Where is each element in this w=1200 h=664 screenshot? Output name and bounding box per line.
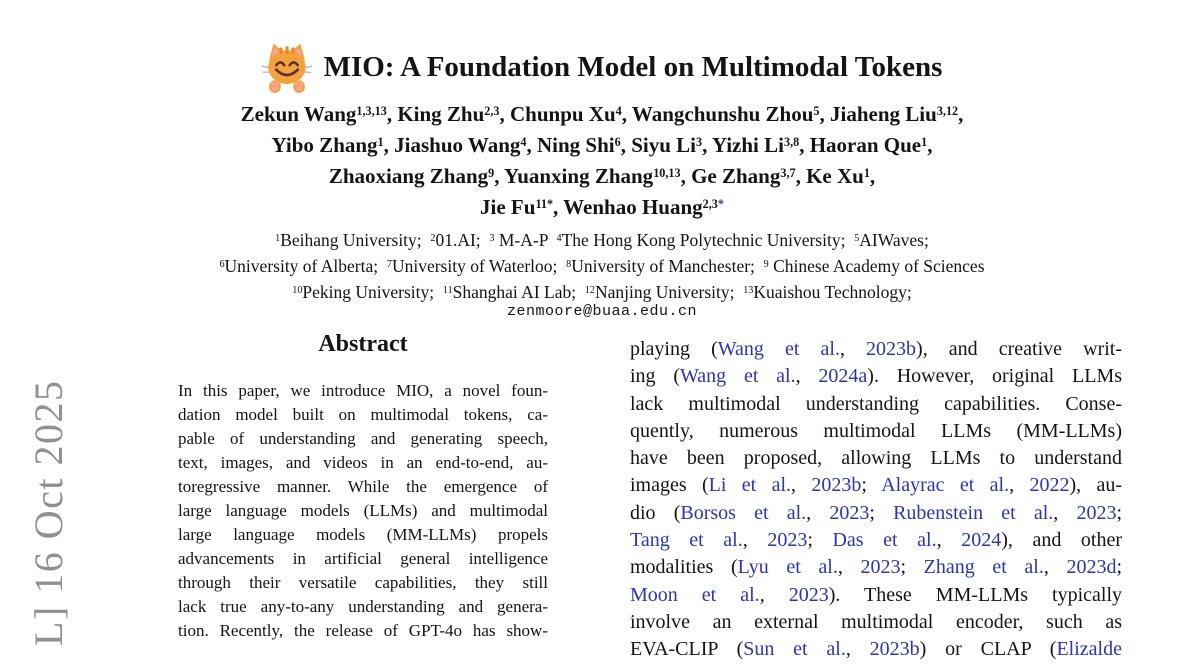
- text-span: ;: [869, 502, 893, 524]
- text-span: quently, numerous multimodal LLMs (MM-LLMs): [630, 420, 1122, 442]
- citation-link[interactable]: 2023b: [811, 474, 861, 496]
- text-span: University of Manchester;: [571, 256, 763, 276]
- citation-link[interactable]: Sun et al.: [743, 638, 846, 660]
- text-span: ;: [1116, 556, 1122, 578]
- intro-text: [630, 336, 1122, 664]
- citation-link[interactable]: Alayrac et al.: [881, 474, 1009, 496]
- text-span: ), and other: [1001, 529, 1122, 551]
- citation-link[interactable]: 2023: [767, 529, 807, 551]
- citation-link[interactable]: Borsos et al.: [680, 502, 806, 524]
- text-span: M-A-P: [494, 230, 556, 250]
- text-span: , Jiashuo Wang: [384, 133, 521, 157]
- citation-link[interactable]: Li et al.: [709, 474, 791, 496]
- text-span: ,: [791, 474, 811, 496]
- text-line: [630, 609, 1122, 636]
- author-superscript: *: [718, 197, 724, 211]
- citation-link[interactable]: 2022: [1029, 474, 1069, 496]
- text-span: ,: [870, 164, 875, 188]
- author-superscript: 8: [566, 259, 571, 270]
- citation-link[interactable]: 2023: [829, 502, 869, 524]
- text-span: ,: [840, 338, 866, 360]
- text-line: [630, 582, 1122, 609]
- text-line: [630, 527, 1122, 554]
- author-superscript: 3,12: [937, 104, 958, 118]
- text-line: [2, 99, 1200, 130]
- text-span: 01.AI;: [435, 230, 489, 250]
- author-superscript: 2: [430, 233, 435, 244]
- text-span: Kuaishou Technology;: [753, 282, 911, 302]
- text-span: ,: [958, 102, 963, 126]
- hugging-cat-icon: [262, 40, 312, 94]
- arxiv-watermark: L] 16 Oct 2025: [26, 379, 72, 646]
- citation-link[interactable]: 2024a: [818, 365, 867, 387]
- text-span: Zhaoxiang Zhang: [329, 164, 488, 188]
- author-superscript: 9: [764, 259, 769, 270]
- text-line: [630, 391, 1122, 418]
- text-span: AIWaves;: [859, 230, 929, 250]
- text-line: through their versatile capabilities, they still: [178, 571, 548, 595]
- citation-link[interactable]: Das et al.: [832, 529, 936, 551]
- text-span: ), au-: [1069, 474, 1122, 496]
- author-superscript: 12: [585, 285, 595, 296]
- text-span: ,: [796, 365, 819, 387]
- text-line: pable of understanding and generating speech,: [178, 427, 548, 451]
- text-span: , Ke Xu: [796, 164, 864, 188]
- author-superscript: 3: [489, 233, 494, 244]
- text-span: University of Waterloo;: [392, 256, 566, 276]
- citation-link[interactable]: Moon et al.: [630, 584, 760, 606]
- text-span: playing (: [630, 338, 718, 360]
- author-superscript: 1,3,13: [356, 104, 386, 118]
- text-span: ,: [1009, 474, 1029, 496]
- text-span: , Yuanxing Zhang: [494, 164, 653, 188]
- citation-link[interactable]: Rubenstein et al.: [893, 502, 1053, 524]
- author-superscript: 4: [616, 104, 622, 118]
- text-span: Beihang University;: [280, 230, 430, 250]
- text-line: [630, 636, 1122, 663]
- authors-block: [2, 99, 1200, 223]
- author-superscript: 2,3: [703, 197, 718, 211]
- text-span: Shanghai AI Lab;: [453, 282, 585, 302]
- author-superscript: 1: [378, 135, 384, 149]
- text-line: [2, 227, 1200, 253]
- text-span: ,: [838, 556, 861, 578]
- text-span: Nanjing University;: [595, 282, 743, 302]
- author-superscript: 5: [854, 233, 859, 244]
- citation-link[interactable]: Zhang et al.: [924, 556, 1044, 578]
- text-line: [630, 500, 1122, 527]
- text-span: Jie Fu: [480, 195, 535, 219]
- affiliations-block: [2, 227, 1200, 305]
- text-span: Peking University;: [302, 282, 442, 302]
- text-line: advancements in artificial general intelligence: [178, 547, 548, 571]
- author-superscript: 11*: [535, 197, 553, 211]
- text-span: The Hong Kong Polytechnic University;: [562, 230, 855, 250]
- text-span: lack multimodal understanding capabilities. Conse-: [630, 393, 1122, 415]
- author-superscript: 3,7: [780, 166, 795, 180]
- text-span: ;: [807, 529, 832, 551]
- text-line: lack true any-to-any understanding and genera-: [178, 595, 548, 619]
- text-line: [630, 472, 1122, 499]
- text-span: ;: [1116, 502, 1122, 524]
- text-span: EVA-CLIP (: [630, 638, 743, 660]
- author-superscript: 5: [813, 104, 819, 118]
- citation-link[interactable]: Lyu et al.: [738, 556, 838, 578]
- text-line: [2, 279, 1200, 305]
- text-span: dio (: [630, 502, 680, 524]
- text-line: dation model built on multimodal tokens, ca-: [178, 403, 548, 427]
- text-span: , Ge Zhang: [681, 164, 781, 188]
- text-span: , Siyu Li: [621, 133, 696, 157]
- text-line: [630, 336, 1122, 363]
- citation-link[interactable]: 2023b: [866, 338, 916, 360]
- text-span: ing (: [630, 365, 680, 387]
- citation-link[interactable]: 2023: [1076, 502, 1116, 524]
- author-superscript: 1: [921, 135, 927, 149]
- text-span: ,: [937, 529, 962, 551]
- author-superscript: 6: [615, 135, 621, 149]
- text-span: Yibo Zhang: [272, 133, 378, 157]
- citation-link[interactable]: Wang et al.: [680, 365, 796, 387]
- text-span: involve an external multimodal encoder, such as: [630, 611, 1122, 633]
- email-text: zenmoore@buaa.edu.cn: [2, 303, 1200, 320]
- text-span: , Wangchunshu Zhou: [622, 102, 814, 126]
- text-span: images (: [630, 474, 709, 496]
- text-span: modalities (: [630, 556, 738, 578]
- text-span: ;: [861, 474, 881, 496]
- author-superscript: 4: [520, 135, 526, 149]
- citation-link[interactable]: 2023b: [870, 638, 920, 660]
- text-span: have been proposed, allowing LLMs to understand: [630, 447, 1122, 469]
- text-line: In this paper, we introduce MIO, a novel foun-: [178, 379, 548, 403]
- author-superscript: 1: [275, 233, 280, 244]
- text-span: , Ning Shi: [527, 133, 615, 157]
- text-line: large language models (MM-LLMs) propels: [178, 523, 548, 547]
- text-line: toregressive manner. While the emergence of: [178, 475, 548, 499]
- author-superscript: 10: [292, 285, 302, 296]
- author-superscript: 1: [864, 166, 870, 180]
- paper-title: MIO: A Foundation Model on Multimodal Tokens: [324, 51, 943, 84]
- text-span: ,: [1044, 556, 1067, 578]
- citation-link[interactable]: 2023d: [1066, 556, 1116, 578]
- text-line: [2, 253, 1200, 279]
- text-span: , Jiaheng Liu: [820, 102, 937, 126]
- citation-link[interactable]: Wang et al.: [718, 338, 840, 360]
- abstract-text: [178, 379, 548, 643]
- text-span: ;: [900, 556, 923, 578]
- text-line: [2, 192, 1200, 223]
- text-line: [630, 554, 1122, 581]
- citation-link[interactable]: 2023: [860, 556, 900, 578]
- author-superscript: 9: [488, 166, 494, 180]
- author-superscript: 2,3: [484, 104, 499, 118]
- citation-link[interactable]: 2024: [961, 529, 1001, 551]
- text-span: ). These MM-LLMs typically: [829, 584, 1122, 606]
- text-line: [630, 445, 1122, 472]
- author-superscript: 11: [443, 285, 453, 296]
- text-line: large language models (LLMs) and multimodal: [178, 499, 548, 523]
- text-line: [630, 363, 1122, 390]
- text-span: , Yizhi Li: [702, 133, 784, 157]
- author-superscript: 3,8: [784, 135, 799, 149]
- title-row: [2, 36, 1200, 98]
- citation-link[interactable]: 2023: [789, 584, 829, 606]
- text-span: , Haoran Que: [799, 133, 921, 157]
- text-span: ,: [846, 638, 870, 660]
- text-span: ,: [760, 584, 789, 606]
- text-line: text, images, and videos in an end-to-end, au-: [178, 451, 548, 475]
- text-span: Zekun Wang: [241, 102, 357, 126]
- author-superscript: 10,13: [653, 166, 680, 180]
- text-line: [2, 161, 1200, 192]
- author-superscript: 3: [696, 135, 702, 149]
- text-span: University of Alberta;: [225, 256, 387, 276]
- text-span: ,: [1053, 502, 1076, 524]
- text-span: ,: [806, 502, 829, 524]
- citation-link[interactable]: Elizalde: [1056, 638, 1122, 660]
- citation-link[interactable]: Tang et al.: [630, 529, 743, 551]
- text-span: ,: [927, 133, 932, 157]
- text-span: , Chunpu Xu: [500, 102, 616, 126]
- author-superscript: 7: [387, 259, 392, 270]
- text-span: ,: [743, 529, 768, 551]
- text-span: Chinese Academy of Sciences: [769, 256, 985, 276]
- text-line: tion. Recently, the release of GPT-4o has show-: [178, 619, 548, 643]
- text-span: , King Zhu: [387, 102, 484, 126]
- author-superscript: 6: [219, 259, 224, 270]
- text-span: ) or CLAP (: [920, 638, 1057, 660]
- abstract-heading: Abstract: [178, 331, 548, 358]
- text-line: [2, 130, 1200, 161]
- text-line: [630, 418, 1122, 445]
- author-superscript: 13: [743, 285, 753, 296]
- text-span: ). However, original LLMs: [867, 365, 1122, 387]
- author-superscript: 4: [557, 233, 562, 244]
- text-span: , Wenhao Huang: [553, 195, 703, 219]
- text-span: ), and creative writ-: [916, 338, 1122, 360]
